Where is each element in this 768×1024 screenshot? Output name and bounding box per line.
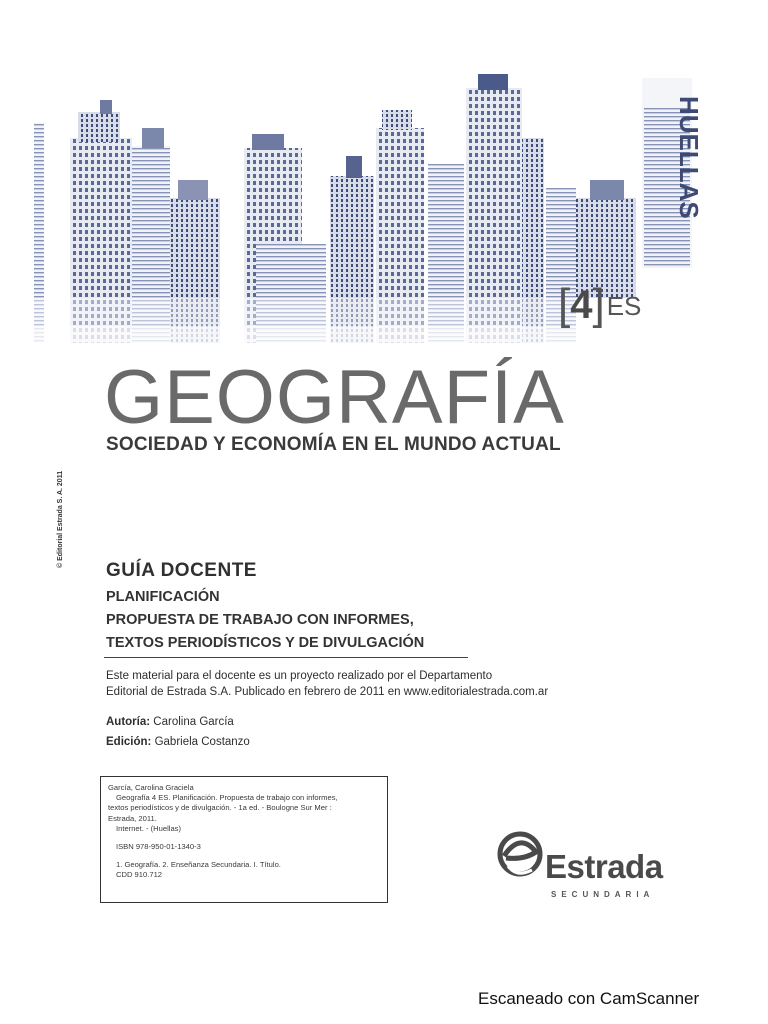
badge-suffix: ES: [606, 291, 642, 321]
publisher-name: Estrada: [545, 848, 663, 885]
guide-line-proposal: PROPUESTA DE TRABAJO CON INFORMES,: [106, 612, 414, 628]
guide-line-texts: TEXTOS PERIODÍSTICOS Y DE DIVULGACIÓN: [106, 635, 425, 651]
guide-line-planning: PLANIFICACIÓN: [106, 589, 220, 605]
publisher-tagline: SECUNDARIA: [551, 890, 655, 899]
catalog-line: CDD 910.712: [116, 870, 163, 880]
catalog-isbn: ISBN 978-950-01-1340-3: [116, 842, 201, 852]
badge-close-bracket: ]: [592, 280, 605, 329]
catalog-line: García, Carolina Graciela: [108, 783, 194, 792]
intro-line-2: Editorial de Estrada S.A. Publicado en febrero de 2011 en www.editorialestrada.com.ar: [106, 686, 549, 698]
badge-open-bracket: [: [558, 280, 571, 329]
book-title: GEOGRAFÍA: [104, 355, 565, 440]
catalog-line: Estrada, 2011.: [108, 813, 157, 823]
author-label: Autoría:: [106, 716, 151, 728]
guide-title: GUÍA DOCENTE: [106, 560, 257, 581]
guide-divider: [104, 657, 468, 658]
series-badge: [558, 278, 641, 334]
copyright-vertical-text: [48, 440, 68, 570]
catalog-line: 1. Geografía. 2. Enseñanza Secundaria. I. Título.: [116, 860, 281, 870]
credit-edition: [106, 736, 250, 748]
scanner-watermark: Escaneado con CamScanner: [478, 989, 700, 1008]
credit-author: [106, 716, 234, 728]
book-subtitle: SOCIEDAD Y ECONOMÍA EN EL MUNDO ACTUAL: [106, 434, 561, 455]
catalog-line: Internet. - (Huellas): [116, 823, 181, 833]
author-name: Carolina García: [153, 716, 234, 728]
catalog-line: Geografía 4 ES. Planificación. Propuesta de trabajo con informes,: [116, 793, 338, 803]
catalog-line: textos periodísticos y de divulgación. - 1a ed. - Boulogne Sur Mer :: [108, 803, 332, 813]
copyright-text: © Editorial Estrada S. A. 2011: [57, 470, 64, 568]
badge-number: 4: [570, 283, 593, 327]
series-side-text: HUELLAS: [674, 96, 704, 219]
edition-label: Edición:: [106, 736, 152, 748]
intro-line-1: Este material para el docente es un proyecto realizado por el Departamento: [106, 670, 493, 682]
catalog-record-box: [100, 776, 388, 903]
editor-name: Gabriela Costanzo: [154, 736, 250, 748]
